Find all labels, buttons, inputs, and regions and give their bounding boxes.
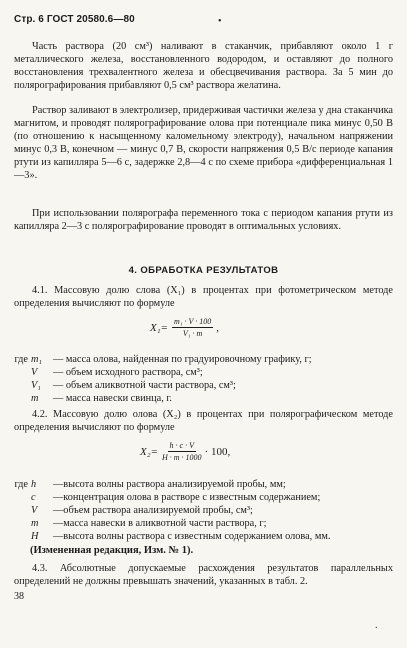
where-word: где (14, 479, 28, 490)
formula-x2-denominator: H · m · 1000 (161, 453, 202, 462)
definition-row (6, 367, 400, 380)
definition-symbol: V₁ (31, 379, 41, 391)
formula-x1-lhs: X₁= (150, 322, 168, 334)
definition-text: — объем аликвотной части раствора, см³; (53, 379, 236, 391)
where-word: где (14, 354, 28, 365)
formula-x1-denominator: V₁ · m (182, 329, 203, 338)
header-mark: • (218, 16, 222, 27)
definition-text: — масса навески свинца, г. (53, 392, 172, 404)
definition-symbol: V (31, 504, 38, 516)
formula-x1-tail: , (216, 322, 220, 334)
definition-text: —высота волны раствора анализируемой пробы, мм; (53, 479, 286, 490)
definition-symbol: c (31, 491, 36, 503)
formula-x2-lhs: X₂= (140, 446, 158, 458)
definition-symbol: V (31, 366, 38, 378)
paragraph-4-2: 4.2. Массовую долю олова (X₂) в процентах при полярографическом методе определения вычисляют по формуле (14, 409, 393, 433)
paragraph-4-1: 4.1. Массовую долю слова (X₁) в процентах при фотометрическом методе определения вычисляют по формуле (14, 285, 393, 309)
definition-text: —объем раствора анализируемой пробы, см³; (53, 504, 253, 516)
definition-text: —концентрация олова в растворе с известным содержанием; (53, 491, 321, 503)
formula-x2-numerator: h · c · V (169, 441, 194, 450)
definition-row (6, 354, 400, 367)
formula-x2 (140, 441, 230, 463)
formula-x2-tail: · 100, (204, 446, 231, 458)
page-number: 38 (14, 591, 24, 602)
definition-row (6, 505, 400, 518)
definition-text: — масса олова, найденная по градуировочному графику, г; (53, 354, 312, 365)
definition-symbol: m₁ (31, 354, 43, 365)
definition-row (6, 531, 400, 544)
paragraph-3: При использовании полярографа переменного тока с периодом капания ртути из капилляра 2—3 с полярографирование проводят в оптимальных условиях. (14, 208, 393, 232)
formula-x1-fraction (172, 317, 213, 339)
definition-row (6, 518, 400, 531)
definition-row (6, 479, 400, 492)
formula-x2-fraction (162, 441, 202, 463)
bottom-mark: . (375, 620, 378, 631)
formula-x1 (150, 317, 219, 339)
definition-text: —высота волны раствора с известным содержанием олова, мм. (53, 530, 331, 542)
page-header: Стр. 6 ГОСТ 20580.6—80 (14, 14, 135, 25)
definition-symbol: m (31, 392, 39, 404)
definition-symbol: H (31, 530, 39, 542)
paragraph-4-3: 4.3. Абсолютные допускаемые расхождения результатов параллельных определений не должны превышать значений, указанных в табл. 2. (14, 563, 393, 587)
formula-x1-numerator: m₁ · V · 100 (173, 317, 212, 326)
definitions-1 (6, 354, 400, 406)
definition-row (6, 492, 400, 505)
section-title: 4. ОБРАБОТКА РЕЗУЛЬТАТОВ (128, 265, 279, 276)
definition-row (6, 393, 400, 406)
definition-row (6, 380, 400, 393)
definition-symbol: m (31, 517, 39, 529)
paragraph-2: Раствор заливают в электролизер, придерживая частички железа у дна стаканчика магнитом, и проводят полярографирование олова при потенциале пика минус 0,50 В (по отношению к насыщенному каломельному электроду), начальном напряжении минус 0,3 В, конечном — минус 0,7 В, скорости напряжения 0,5 В/с периоде капания ртути из капилляра 5—6 с, задержке 2,8—4 с по схеме прибора «дифференциальная 1—3». (14, 105, 393, 181)
paragraph-1: Часть раствора (20 см³) наливают в стаканчик, прибавляют около 1 г металлического железа, восстановленного водородом, и оставляют до полного восстановления трехвалентного железа и обесцвечивания раствора. За 5 мин до полярографирования прибавляют 0,5 см³ раствора желатина. (14, 41, 393, 91)
amendment-note: (Измененная редакция, Изм. № 1). (30, 545, 194, 556)
definition-text: —масса навески в аликвотной части раствора, г; (53, 517, 267, 529)
definition-text: — объем исходного раствора, см³; (53, 366, 203, 378)
definitions-2 (6, 479, 400, 544)
definition-symbol: h (31, 479, 37, 490)
